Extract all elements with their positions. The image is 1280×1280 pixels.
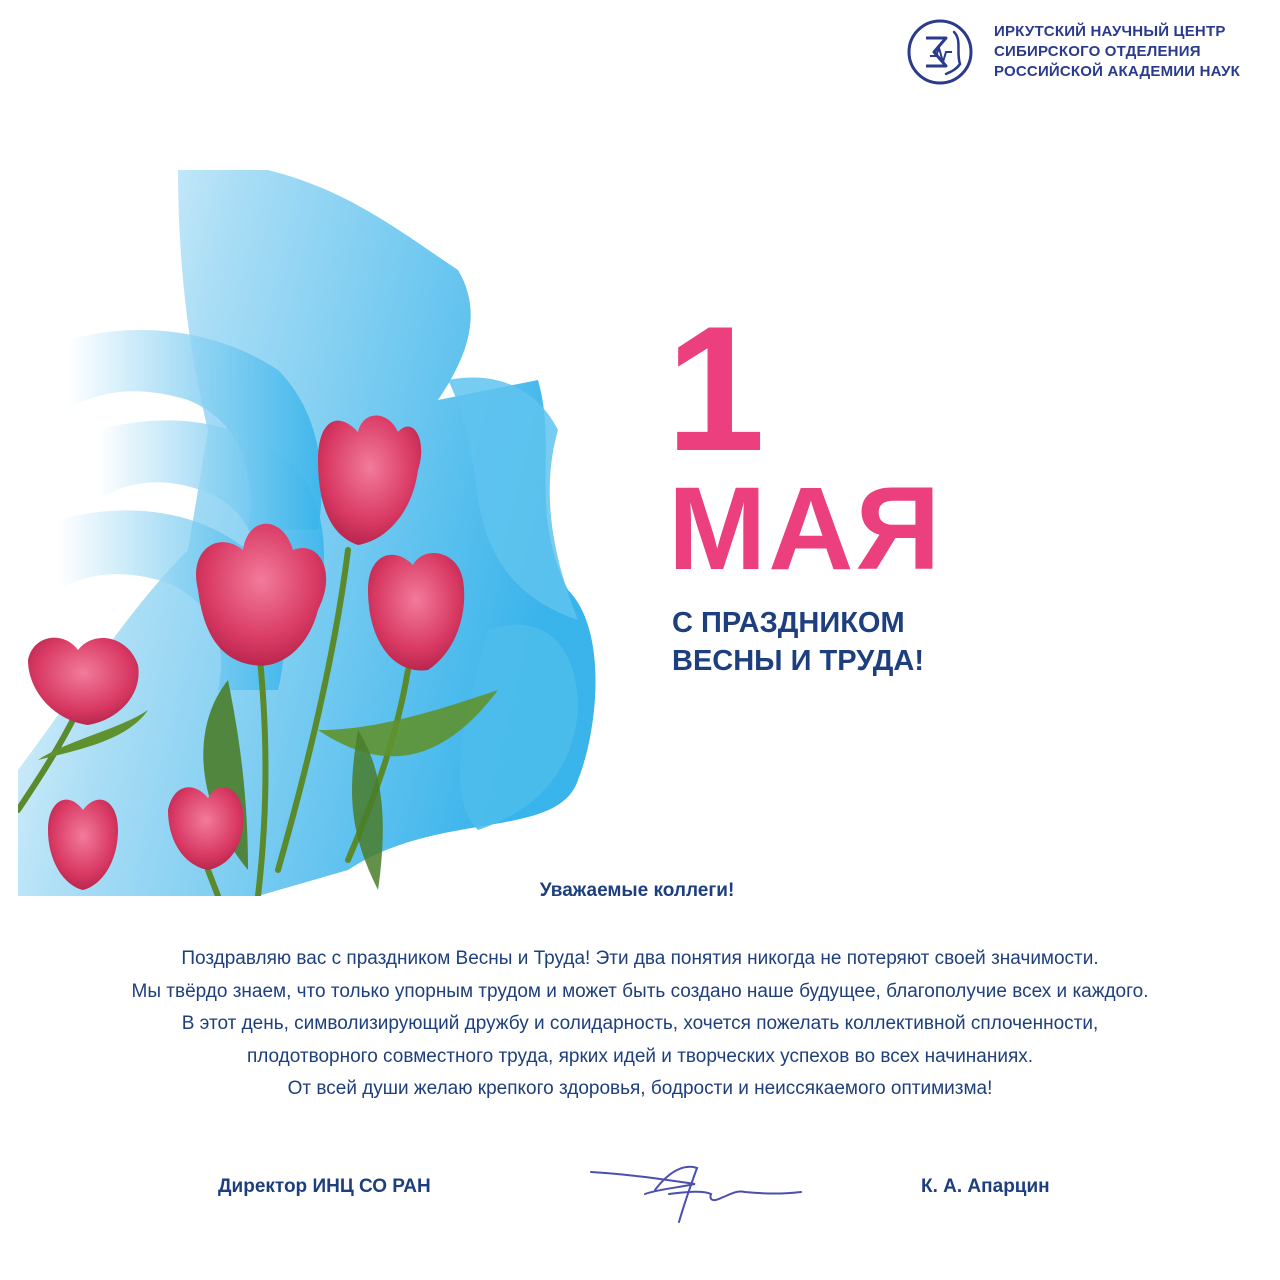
holiday-greeting <box>672 604 924 680</box>
date-month: МАЯ <box>668 463 943 595</box>
organization-logo-icon <box>906 18 974 86</box>
signatory-name: К. А. Апарцин <box>921 1176 1050 1197</box>
letter-line: В этот день, символизирующий дружбу и солидарность, хочется пожелать коллективной сплоченности, <box>181 1013 1099 1035</box>
letter-line: плодотворного совместного труда, ярких идей и творческих успехов во всех начинаниях. <box>246 1045 1034 1067</box>
handwritten-signature-icon <box>585 1160 807 1226</box>
letter-line: Поздравляю вас с праздником Весны и Труда! Эти два понятия никогда не потеряют своей значимости. <box>181 948 1099 969</box>
organization-name-line: РОССИЙСКОЙ АКАДЕМИИ НАУК <box>994 63 1240 80</box>
signatory-position: Директор ИНЦ СО РАН <box>218 1176 431 1197</box>
organization-name <box>994 22 1240 82</box>
date-number: 1 <box>666 289 765 488</box>
holiday-greeting-line: С ПРАЗДНИКОМ <box>672 607 905 639</box>
letter-line: Мы твёрдо знаем, что только упорным трудом и может быть создано наше будущее, благополучие всех и каждого. <box>131 980 1149 1002</box>
salutation: Уважаемые коллеги! <box>539 880 735 901</box>
organization-name-line: СИБИРСКОГО ОТДЕЛЕНИЯ <box>994 43 1201 60</box>
letter-body <box>0 943 1280 1106</box>
organization-name-line: ИРКУТСКИЙ НАУЧНЫЙ ЦЕНТР <box>994 23 1226 40</box>
holiday-greeting-line: ВЕСНЫ И ТРУДА! <box>672 645 925 677</box>
letter-line: От всей души желаю крепкого здоровья, бодрости и неиссякаемого оптимизма! <box>287 1078 993 1100</box>
